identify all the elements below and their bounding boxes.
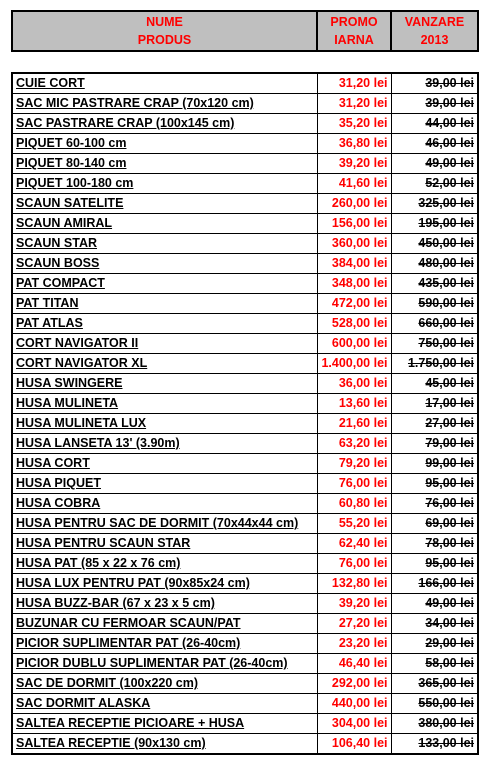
table-row bbox=[12, 434, 478, 454]
old-price-cell: 480,00 lei bbox=[391, 254, 478, 274]
table-row bbox=[12, 554, 478, 574]
promo-price-cell: 62,40 lei bbox=[317, 534, 391, 554]
product-name-cell: SAC MIC PASTRARE CRAP (70x120 cm) bbox=[12, 94, 317, 114]
promo-price-cell: 440,00 lei bbox=[317, 694, 391, 714]
old-price-cell: 195,00 lei bbox=[391, 214, 478, 234]
old-price-cell: 550,00 lei bbox=[391, 694, 478, 714]
product-name-cell: SCAUN AMIRAL bbox=[12, 214, 317, 234]
product-name-cell: HUSA PAT (85 x 22 x 76 cm) bbox=[12, 554, 317, 574]
old-price-cell: 46,00 lei bbox=[391, 134, 478, 154]
old-price-cell: 76,00 lei bbox=[391, 494, 478, 514]
product-name-cell: PICIOR DUBLU SUPLIMENTAR PAT (26-40cm) bbox=[12, 654, 317, 674]
table-row bbox=[12, 574, 478, 594]
product-name-cell: CORT NAVIGATOR II bbox=[12, 334, 317, 354]
product-name-cell: HUSA LUX PENTRU PAT (90x85x24 cm) bbox=[12, 574, 317, 594]
old-price-cell: 17,00 lei bbox=[391, 394, 478, 414]
product-name-cell: PIQUET 100-180 cm bbox=[12, 174, 317, 194]
old-price-cell: 1.750,00 lei bbox=[391, 354, 478, 374]
product-name-cell: PIQUET 80-140 cm bbox=[12, 154, 317, 174]
promo-price-cell: 13,60 lei bbox=[317, 394, 391, 414]
promo-price-cell: 292,00 lei bbox=[317, 674, 391, 694]
table-row bbox=[12, 594, 478, 614]
promo-price-cell: 76,00 lei bbox=[317, 554, 391, 574]
product-name-cell: SALTEA RECEPTIE PICIOARE + HUSA bbox=[12, 714, 317, 734]
promo-price-cell: 260,00 lei bbox=[317, 194, 391, 214]
old-price-cell: 79,00 lei bbox=[391, 434, 478, 454]
table-row bbox=[12, 174, 478, 194]
old-price-cell: 95,00 lei bbox=[391, 474, 478, 494]
old-price-cell: 34,00 lei bbox=[391, 614, 478, 634]
header-promo bbox=[317, 11, 391, 51]
promo-price-cell: 156,00 lei bbox=[317, 214, 391, 234]
old-price-cell: 590,00 lei bbox=[391, 294, 478, 314]
old-price-cell: 380,00 lei bbox=[391, 714, 478, 734]
promo-price-cell: 304,00 lei bbox=[317, 714, 391, 734]
promo-price-cell: 132,80 lei bbox=[317, 574, 391, 594]
header-product-name bbox=[12, 11, 317, 51]
table-row bbox=[12, 354, 478, 374]
promo-price-cell: 23,20 lei bbox=[317, 634, 391, 654]
old-price-cell: 99,00 lei bbox=[391, 454, 478, 474]
table-row bbox=[12, 73, 478, 94]
table-row bbox=[12, 394, 478, 414]
promo-price-cell: 21,60 lei bbox=[317, 414, 391, 434]
promo-price-cell: 360,00 lei bbox=[317, 234, 391, 254]
table-row bbox=[12, 534, 478, 554]
promo-price-cell: 31,20 lei bbox=[317, 94, 391, 114]
promo-price-cell: 36,00 lei bbox=[317, 374, 391, 394]
promo-price-cell: 472,00 lei bbox=[317, 294, 391, 314]
promo-price-cell: 27,20 lei bbox=[317, 614, 391, 634]
old-price-cell: 29,00 lei bbox=[391, 634, 478, 654]
product-name-cell: HUSA MULINETA bbox=[12, 394, 317, 414]
promo-price-cell: 348,00 lei bbox=[317, 274, 391, 294]
table-row bbox=[12, 94, 478, 114]
promo-price-cell: 39,20 lei bbox=[317, 594, 391, 614]
product-name-cell: PIQUET 60-100 cm bbox=[12, 134, 317, 154]
promo-price-cell: 63,20 lei bbox=[317, 434, 391, 454]
table-row bbox=[12, 314, 478, 334]
product-name-cell: SALTEA RECEPTIE (90x130 cm) bbox=[12, 734, 317, 755]
product-name-cell: HUSA CORT bbox=[12, 454, 317, 474]
product-name-cell: BUZUNAR CU FERMOAR SCAUN/PAT bbox=[12, 614, 317, 634]
table-row bbox=[12, 494, 478, 514]
table-row bbox=[12, 114, 478, 134]
table-row bbox=[12, 614, 478, 634]
header-promo-line2: IARNA bbox=[334, 33, 374, 47]
table-row bbox=[12, 134, 478, 154]
promo-price-cell: 35,20 lei bbox=[317, 114, 391, 134]
old-price-cell: 435,00 lei bbox=[391, 274, 478, 294]
promo-price-cell: 79,20 lei bbox=[317, 454, 391, 474]
product-name-cell: HUSA LANSETA 13' (3.90m) bbox=[12, 434, 317, 454]
promo-price-cell: 106,40 lei bbox=[317, 734, 391, 755]
promo-price-cell: 41,60 lei bbox=[317, 174, 391, 194]
table-row bbox=[12, 654, 478, 674]
promo-price-cell: 46,40 lei bbox=[317, 654, 391, 674]
product-name-cell: HUSA PIQUET bbox=[12, 474, 317, 494]
old-price-cell: 49,00 lei bbox=[391, 154, 478, 174]
old-price-cell: 45,00 lei bbox=[391, 374, 478, 394]
products-table bbox=[11, 72, 479, 755]
table-row bbox=[12, 254, 478, 274]
product-name-cell: PAT TITAN bbox=[12, 294, 317, 314]
product-name-cell: SAC DE DORMIT (100x220 cm) bbox=[12, 674, 317, 694]
promo-price-cell: 600,00 lei bbox=[317, 334, 391, 354]
old-price-cell: 44,00 lei bbox=[391, 114, 478, 134]
product-name-cell: SCAUN BOSS bbox=[12, 254, 317, 274]
table-row bbox=[12, 474, 478, 494]
old-price-cell: 166,00 lei bbox=[391, 574, 478, 594]
old-price-cell: 52,00 lei bbox=[391, 174, 478, 194]
table-row bbox=[12, 634, 478, 654]
product-name-cell: PAT COMPACT bbox=[12, 274, 317, 294]
old-price-cell: 660,00 lei bbox=[391, 314, 478, 334]
table-row bbox=[12, 274, 478, 294]
table-row bbox=[12, 294, 478, 314]
table-row bbox=[12, 514, 478, 534]
table-row bbox=[12, 694, 478, 714]
old-price-cell: 325,00 lei bbox=[391, 194, 478, 214]
table-row bbox=[12, 714, 478, 734]
product-name-cell: SCAUN STAR bbox=[12, 234, 317, 254]
promo-price-cell: 1.400,00 lei bbox=[317, 354, 391, 374]
table-row bbox=[12, 734, 478, 755]
table-row bbox=[12, 414, 478, 434]
table-row bbox=[12, 154, 478, 174]
products-body bbox=[12, 73, 478, 754]
table-row bbox=[12, 214, 478, 234]
promo-price-cell: 39,20 lei bbox=[317, 154, 391, 174]
old-price-cell: 365,00 lei bbox=[391, 674, 478, 694]
table-row bbox=[12, 674, 478, 694]
promo-price-cell: 55,20 lei bbox=[317, 514, 391, 534]
product-name-cell: HUSA SWINGERE bbox=[12, 374, 317, 394]
old-price-cell: 58,00 lei bbox=[391, 654, 478, 674]
old-price-cell: 750,00 lei bbox=[391, 334, 478, 354]
promo-price-cell: 36,80 lei bbox=[317, 134, 391, 154]
header-sale-line1: VANZARE bbox=[404, 15, 465, 29]
old-price-cell: 49,00 lei bbox=[391, 594, 478, 614]
table-row bbox=[12, 334, 478, 354]
product-name-cell: HUSA PENTRU SCAUN STAR bbox=[12, 534, 317, 554]
table-row bbox=[12, 194, 478, 214]
table-row bbox=[12, 454, 478, 474]
product-name-cell: HUSA MULINETA LUX bbox=[12, 414, 317, 434]
product-name-cell: CUIE CORT bbox=[12, 73, 317, 94]
product-name-cell: SAC PASTRARE CRAP (100x145 cm) bbox=[12, 114, 317, 134]
promo-price-cell: 76,00 lei bbox=[317, 474, 391, 494]
product-name-cell: PAT ATLAS bbox=[12, 314, 317, 334]
product-name-cell: HUSA COBRA bbox=[12, 494, 317, 514]
table-row bbox=[12, 374, 478, 394]
old-price-cell: 39,00 lei bbox=[391, 94, 478, 114]
product-name-cell: PICIOR SUPLIMENTAR PAT (26-40cm) bbox=[12, 634, 317, 654]
header-sale bbox=[391, 11, 478, 51]
old-price-cell: 133,00 lei bbox=[391, 734, 478, 755]
old-price-cell: 39,00 lei bbox=[391, 73, 478, 94]
old-price-cell: 78,00 lei bbox=[391, 534, 478, 554]
table-row bbox=[12, 234, 478, 254]
product-name-cell: HUSA PENTRU SAC DE DORMIT (70x44x44 cm) bbox=[12, 514, 317, 534]
promo-price-cell: 528,00 lei bbox=[317, 314, 391, 334]
product-name-cell: HUSA BUZZ-BAR (67 x 23 x 5 cm) bbox=[12, 594, 317, 614]
old-price-cell: 95,00 lei bbox=[391, 554, 478, 574]
old-price-cell: 27,00 lei bbox=[391, 414, 478, 434]
header-table bbox=[11, 10, 479, 52]
header-name-line1: NUME bbox=[146, 15, 183, 29]
header-promo-line1: PROMO bbox=[330, 15, 378, 29]
header-name-line2: PRODUS bbox=[137, 33, 192, 47]
promo-price-cell: 60,80 lei bbox=[317, 494, 391, 514]
old-price-cell: 450,00 lei bbox=[391, 234, 478, 254]
header-sale-line2: 2013 bbox=[420, 33, 449, 47]
promo-price-cell: 384,00 lei bbox=[317, 254, 391, 274]
old-price-cell: 69,00 lei bbox=[391, 514, 478, 534]
promo-price-cell: 31,20 lei bbox=[317, 73, 391, 94]
product-name-cell: SAC DORMIT ALASKA bbox=[12, 694, 317, 714]
product-name-cell: SCAUN SATELITE bbox=[12, 194, 317, 214]
product-name-cell: CORT NAVIGATOR XL bbox=[12, 354, 317, 374]
